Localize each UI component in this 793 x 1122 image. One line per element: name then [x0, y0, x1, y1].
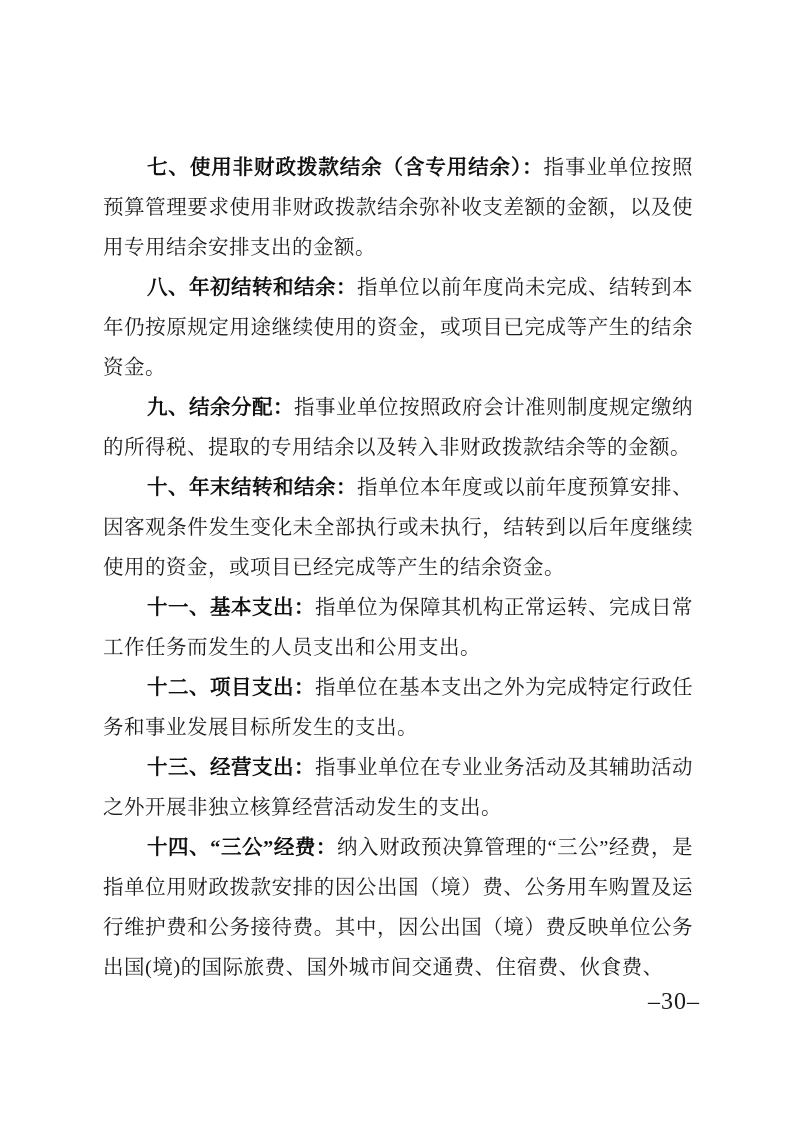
definition-paragraph — [103, 668, 693, 748]
term-label: 十三、经营支出： — [147, 757, 315, 779]
definition-paragraph — [103, 588, 693, 668]
term-label: 九、结余分配： — [147, 397, 294, 419]
definition-paragraph — [103, 468, 693, 588]
definition-paragraph — [103, 388, 693, 468]
definition-paragraph — [103, 148, 693, 268]
term-label: 十二、项目支出： — [147, 677, 315, 699]
definition-paragraph — [103, 268, 693, 388]
definition-paragraph — [103, 748, 693, 828]
definition-text: 指事业单位在专业业务活动及其辅助活动之外开展非独立核算经营活动发生的支出。 — [103, 757, 693, 819]
term-label: 十四、“三公”经费： — [147, 837, 337, 859]
term-label: 十、年末结转和结余： — [147, 477, 357, 499]
definition-text: 指单位在基本支出之外为完成特定行政任务和事业发展目标所发生的支出。 — [103, 677, 693, 739]
definition-text: 指事业单位按照预算管理要求使用非财政拨款结余弥补收支差额的金额，以及使用专用结余安排支出的金额。 — [103, 157, 694, 259]
definition-text: 纳入财政预决算管理的“三公”经费，是指单位用财政拨款安排的因公出国（境）费、公务用车购置及运行维护费和公务接待费。其中，因公出国（境）费反映单位公务出国(境)的国际旅费、国外城市间交通费、住宿费、伙食费、 — [103, 837, 693, 979]
definition-text: 指事业单位按照政府会计准则制度规定缴纳的所得税、提取的专用结余以及转入非财政拨款结余等的金额。 — [103, 397, 693, 459]
definition-text: 指单位以前年度尚未完成、结转到本年仍按原规定用途继续使用的资金，或项目已完成等产生的结余资金。 — [103, 277, 693, 379]
term-label: 七、使用非财政拨款结余（含专用结余）： — [147, 157, 544, 179]
definition-text: 指单位本年度或以前年度预算安排、因客观条件发生变化未全部执行或未执行，结转到以后年度继续使用的资金，或项目已经完成等产生的结余资金。 — [103, 477, 693, 579]
text-block — [103, 148, 693, 988]
term-label: 十一、基本支出： — [147, 597, 315, 619]
definition-paragraph — [103, 828, 693, 988]
definition-text: 指单位为保障其机构正常运转、完成日常工作任务而发生的人员支出和公用支出。 — [103, 597, 693, 659]
term-label: 八、年初结转和结余： — [147, 277, 357, 299]
page-number: –30– — [648, 989, 700, 1015]
